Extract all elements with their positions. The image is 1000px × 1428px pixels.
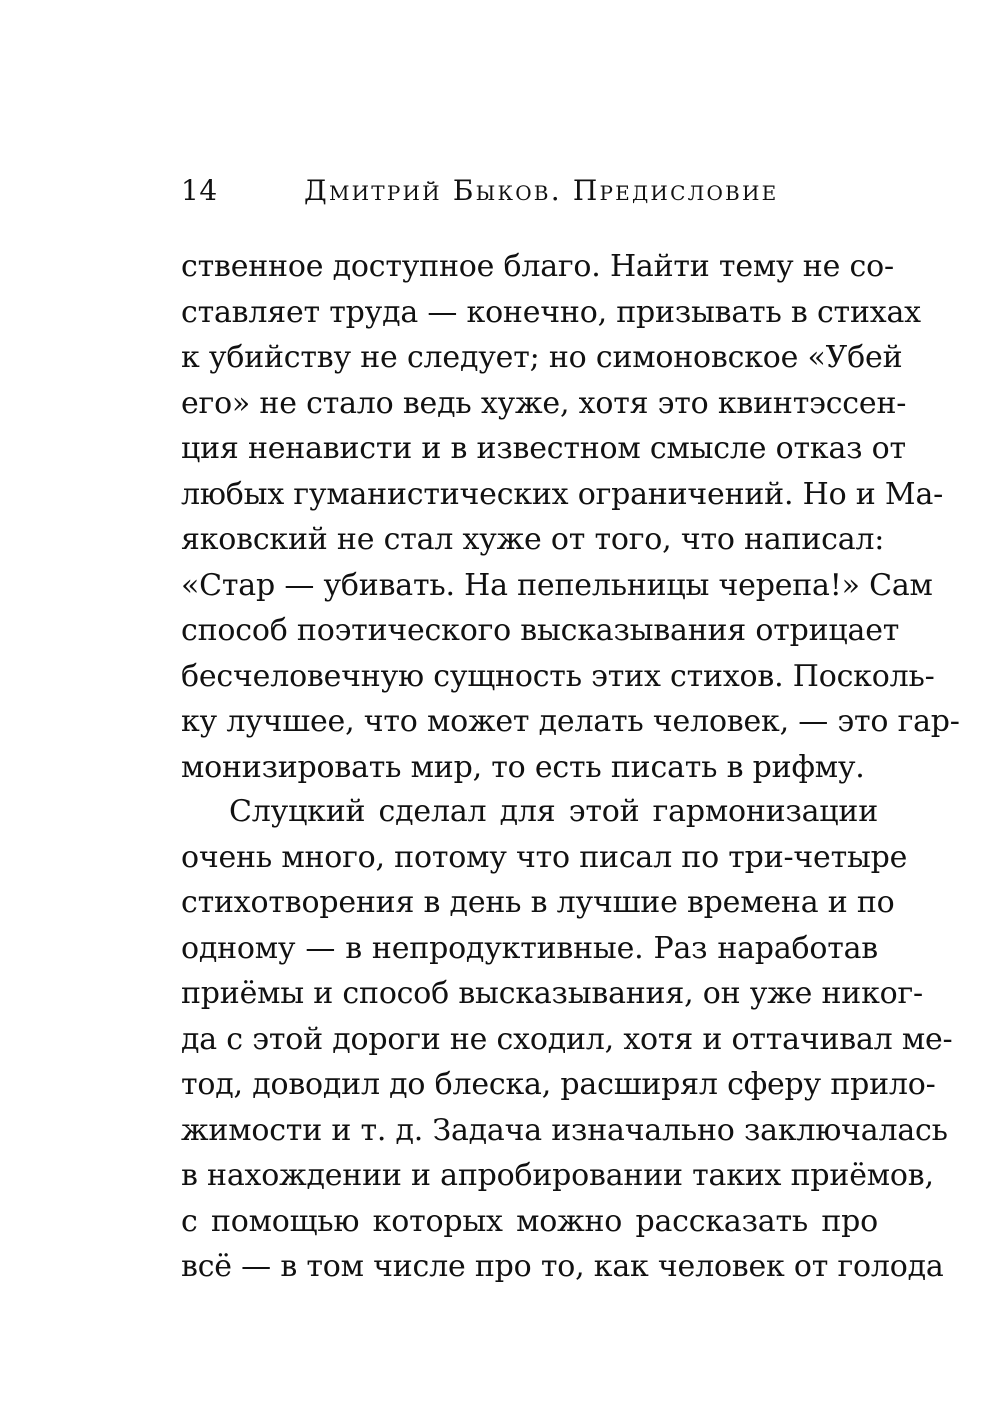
text-line: ция ненависти и в известном смысле отказ от: [181, 431, 906, 466]
text-line: к убийству не следует; но симоновское «Убей: [181, 340, 903, 375]
text-line: ственное доступное благо. Найти тему не со-: [181, 249, 894, 284]
running-head: [181, 171, 881, 211]
text-line: с помощью которых можно рассказать про: [181, 1203, 878, 1239]
text-line: очень много, потому что писал по три-четыре: [181, 839, 908, 875]
text-line: яковский не стал хуже от того, что написал:: [181, 522, 885, 557]
text-line: приёмы и способ высказывания, он уже никог-: [181, 976, 923, 1011]
text-line: способ поэтического высказывания отрицает: [181, 613, 900, 648]
text-line: «Стар — убивать. На пепельницы черепа!» Сам: [181, 567, 933, 603]
text-line: в нахождении и апробировании таких приёмов,: [181, 1158, 934, 1193]
text-line: всё — в том числе про то, как человек от голода: [181, 1249, 944, 1284]
text-line: ставляет труда — конечно, призывать в стихах: [181, 294, 921, 330]
text-line: монизировать мир, то есть писать в рифму.: [181, 749, 865, 785]
text-line: ку лучшее, что может делать человек, — это гар-: [181, 704, 960, 739]
text-line: стихотворения в день в лучшие времена и по: [181, 885, 895, 920]
page-number: 14: [181, 174, 218, 207]
text-line: одному — в непродуктивные. Раз наработав: [181, 930, 878, 966]
text-line: бесчеловечную сущность этих стихов. Посколь-: [181, 658, 935, 694]
paragraph-1: [181, 244, 960, 790]
text-line: тод, доводил до блеска, расширял сферу прило-: [181, 1067, 936, 1102]
text-line: его» не стало ведь хуже, хотя это квинтэссен-: [181, 385, 907, 421]
text-line: Слуцкий сделал для этой гармонизации: [229, 794, 878, 829]
running-title: Дмитрий Быков. Предисловие: [304, 174, 779, 207]
text-line: да с этой дороги не сходил, хотя и оттачивал ме-: [181, 1021, 953, 1057]
text-line: жимости и т. д. Задача изначально заключалась: [181, 1112, 948, 1148]
paragraph-2: [181, 789, 953, 1290]
text-line: любых гуманистических ограничений. Но и Ма-: [181, 476, 944, 512]
